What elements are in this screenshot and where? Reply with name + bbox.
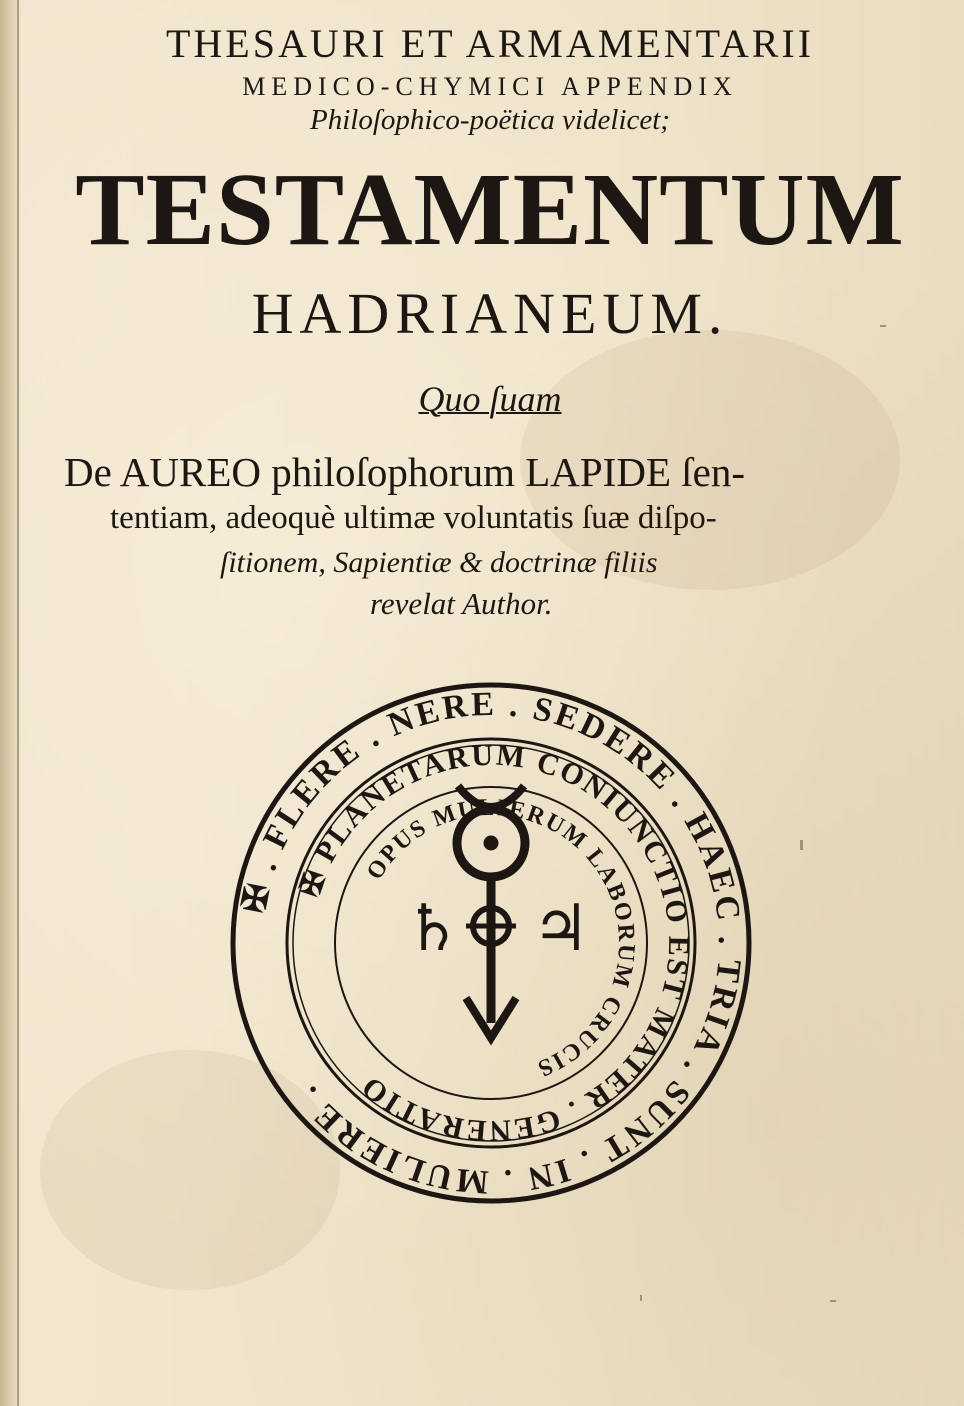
ink-speck [880,325,886,327]
header-line-3: Philoſophico-poëtica videlicet; [310,104,670,136]
header-line-1: THESAURI ET ARMAMENTARII [165,21,815,66]
ink-speck [640,1295,642,1301]
mercury-symbol-icon [457,786,525,1038]
innermost-ring-text: OPUS MULIERUM LABORUM CRUCIS [361,794,640,1082]
body-line-3: ſitionem, Sapientiæ & doctrinæ filiis [220,546,658,579]
quo-suam-line [40,378,940,420]
binding-edge [17,0,19,1406]
body-line-4: revelat Author. [370,586,553,621]
inner-ring-text: ✠ PLANETARUM CONIUNCTIO EST MATER . GENERATIO [293,738,696,1148]
main-title: TESTAMENTUM [75,152,905,267]
svg-text:♄: ♄ [404,891,462,966]
quo-suam-text: Quo ſuam [418,379,562,419]
ink-speck [800,840,803,850]
alchemical-seal [226,678,756,1208]
svg-text:♃: ♃ [532,891,590,966]
jupiter-symbol-icon [532,891,589,966]
body-line-2: tentiam, adeoquè ultimæ voluntatis ſuæ diſpo- [110,500,717,536]
saturn-symbol-icon [404,891,461,966]
outer-ring-text: ✠ . FLERE . NERE . SEDERE . HAEC . TRIA . SUNT . IN . MULIERE . [235,685,749,1201]
ink-speck [830,1300,836,1302]
body-line-1: De AUREO philoſophorum LAPIDE ſen- [64,449,745,495]
header-line-2: MEDICO-CHYMICI APPENDIX [242,72,738,101]
subtitle: HADRIANEUM. [251,281,729,346]
